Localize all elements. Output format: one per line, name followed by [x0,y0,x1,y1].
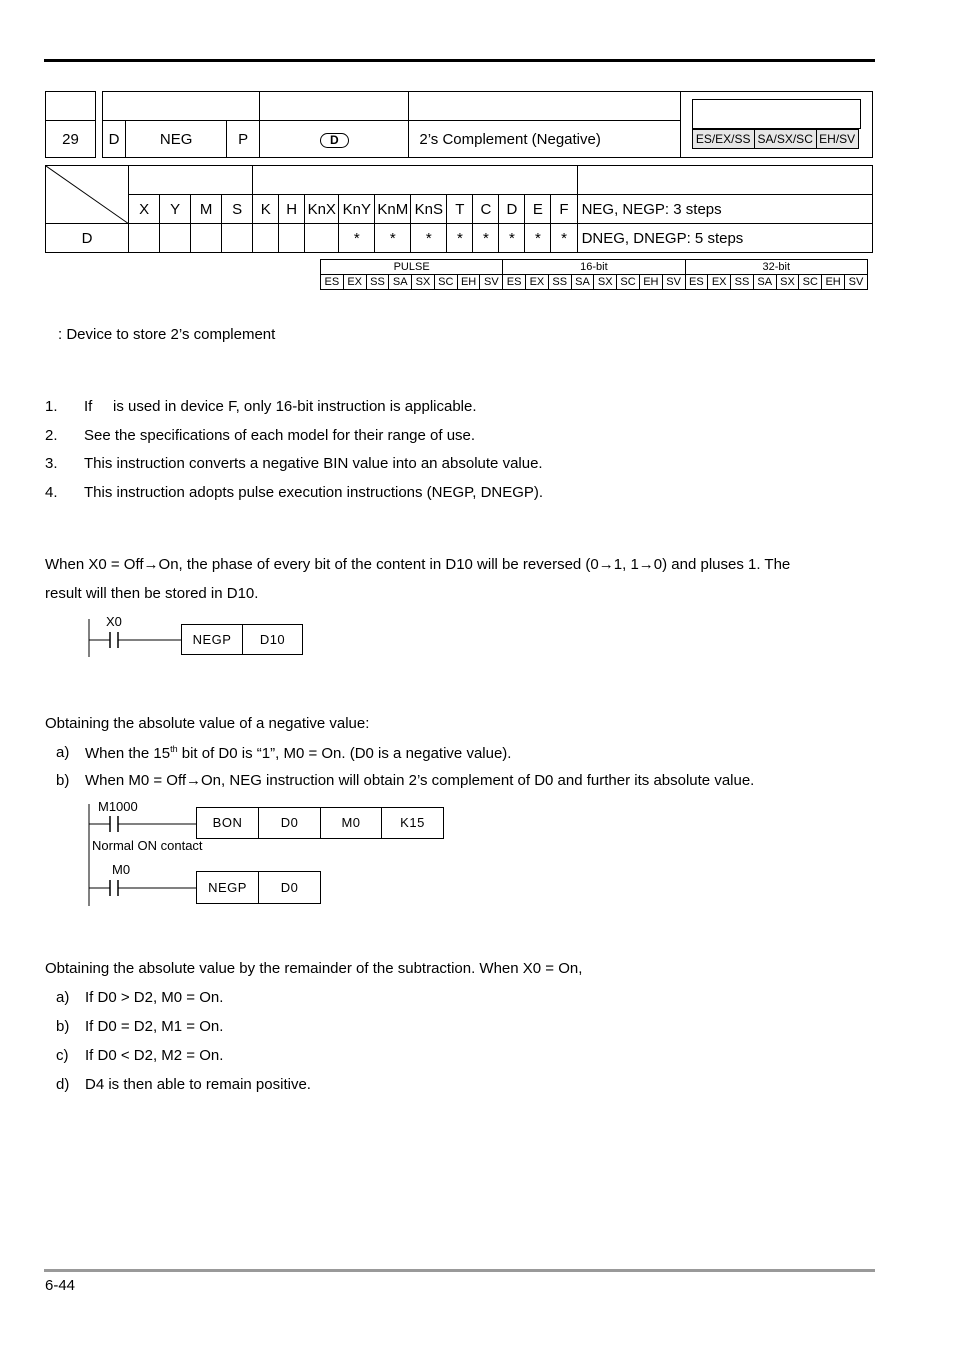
box-d0-2: D0 [258,871,321,904]
diagonal-cell [46,166,129,224]
b32-sx: SX [776,275,799,290]
pulse-sv: SV [480,275,503,290]
remark1-a-text [85,744,511,762]
cell-m [191,224,222,253]
col-f: F [551,195,577,224]
b32-sv: SV [844,275,867,290]
cell-e: * [525,224,551,253]
operand-description: : Device to store 2’s complement [58,326,276,343]
contact-x0: X0 [106,614,122,629]
ladder-2-rungs [85,800,205,910]
remark1-b-label: b) [56,772,70,789]
explanation-1-b: is used in device F, only 16-bit instruction is applicable. [113,398,477,415]
b32-sc: SC [799,275,822,290]
col-knx: KnX [305,195,339,224]
b16-es: ES [503,275,526,290]
contact-m1000: M1000 [98,799,138,814]
cell-kns: * [411,224,447,253]
explanation-1-num: 1. [45,398,58,415]
pulse-ss: SS [366,275,389,290]
remark2-a-label: a) [56,989,70,1006]
diagonal-line [46,166,129,224]
explanation-3-text: This instruction converts a negative BIN value into an absolute value. [84,455,543,472]
cell-d: * [499,224,525,253]
remark2-c-label: c) [56,1047,69,1064]
pulse-model-table [320,259,868,290]
cell-t: * [447,224,473,253]
example-line-1: When X0 = Off→On, the phase of every bit of the content in D10 will be reversed (0→1, 1→0) and pluses 1. The [45,556,791,573]
cell-f: * [551,224,577,253]
cell-k [253,224,279,253]
box-negp: NEGP [181,624,243,655]
remark1-a-text-part2: bit of D0 is “1”, M0 = On. (D0 is a negative value). [177,745,512,762]
remark2-a-text: If D0 > D2, M0 = On. [85,989,224,1006]
operand-cell [260,121,409,158]
instruction-header-table [45,91,873,158]
explanation-1-a: If [84,398,93,415]
box-k15: K15 [381,807,444,839]
remark2-intro: Obtaining the absolute value by the remainder of the subtraction. When X0 = On, [45,960,583,977]
operand-header-row [46,195,873,224]
box-m0: M0 [320,807,382,839]
explanation-4-num: 4. [45,484,58,501]
explanation-2-num: 2. [45,427,58,444]
group-32bit: 32-bit [685,260,868,275]
remark1-a-sup: th [170,744,178,754]
mnemonic: NEG [126,121,227,158]
box-d10: D10 [242,624,303,655]
pulse-es: ES [321,275,344,290]
col-y: Y [160,195,191,224]
col-m: M [191,195,222,224]
controller-sa: SA/SX/SC [754,130,816,149]
top-rule [44,59,875,62]
p-flag: P [227,121,260,158]
b32-sa: SA [753,275,776,290]
b16-sc: SC [617,275,640,290]
contact-m1000-note: Normal ON contact [92,838,203,853]
remark2-d-label: d) [56,1076,70,1093]
cell-knx [305,224,339,253]
remark1-intro: Obtaining the absolute value of a negative value: [45,715,370,732]
b32-eh: EH [822,275,845,290]
cell-x [129,224,160,253]
col-kny: KnY [339,195,375,224]
remark2-b-text: If D0 = D2, M1 = On. [85,1018,224,1035]
b16-sa: SA [571,275,594,290]
remark1-a-text-part1: When the 15 [85,745,171,762]
explanation-3-num: 3. [45,455,58,472]
operand-d-badge: D [320,133,349,148]
pulse-model-row [321,275,868,290]
b16-sv: SV [662,275,685,290]
col-c: C [473,195,499,224]
remark2-d-text: D4 is then able to remain positive. [85,1076,311,1093]
col-d: D [499,195,525,224]
pulse-eh: EH [457,275,480,290]
row-label: D [46,224,129,253]
box-negp-2: NEGP [196,871,259,904]
col-k: K [253,195,279,224]
explanation-4-text: This instruction adopts pulse execution instructions (NEGP, DNEGP). [84,484,544,501]
ladder-1-rung [85,615,185,660]
pulse-ex: EX [343,275,366,290]
b16-ss: SS [548,275,571,290]
group-pulse: PULSE [321,260,503,275]
bottom-rule [44,1269,875,1272]
box-d0: D0 [258,807,321,839]
d-flag: D [103,121,126,158]
pulse-sa: SA [389,275,412,290]
cell-knm: * [375,224,411,253]
box-bon: BON [196,807,259,839]
steps-32bit: DNEG, DNEGP: 5 steps [577,224,872,253]
remark2-c-text: If D0 < D2, M2 = On. [85,1047,224,1064]
contact-m0: M0 [112,862,131,877]
pulse-sx: SX [412,275,435,290]
controller-eh: EH/SV [816,130,858,149]
cell-h [279,224,305,253]
b32-es: ES [685,275,708,290]
col-h: H [279,195,305,224]
cell-s [222,224,253,253]
remark2-b-label: b) [56,1018,70,1035]
b32-ex: EX [708,275,731,290]
col-s: S [222,195,253,224]
b32-ss: SS [731,275,754,290]
col-knm: KnM [375,195,411,224]
example-line-2: result will then be stored in D10. [45,585,259,602]
operand-row-d [46,224,873,253]
col-t: T [447,195,473,224]
steps-16bit: NEG, NEGP: 3 steps [577,195,872,224]
controller-table [692,129,859,149]
api-number: 29 [46,121,96,158]
col-e: E [525,195,551,224]
b16-eh: EH [639,275,662,290]
b16-ex: EX [526,275,549,290]
controller-es: ES/EX/SS [692,130,754,149]
pulse-sc: SC [434,275,457,290]
operand-table [45,165,873,253]
group-16bit: 16-bit [503,260,685,275]
cell-c: * [473,224,499,253]
page-number: 6-44 [45,1277,76,1294]
function-name: 2’s Complement (Negative) [409,121,680,158]
col-kns: KnS [411,195,447,224]
col-x: X [129,195,160,224]
cell-kny: * [339,224,375,253]
cell-y [160,224,191,253]
b16-sx: SX [594,275,617,290]
remark1-a-label: a) [56,744,70,761]
remark1-b-text: When M0 = Off→On, NEG instruction will obtain 2’s complement of D0 and further its absolute value. [85,772,755,789]
explanation-2-text: See the specifications of each model for their range of use. [84,427,476,444]
